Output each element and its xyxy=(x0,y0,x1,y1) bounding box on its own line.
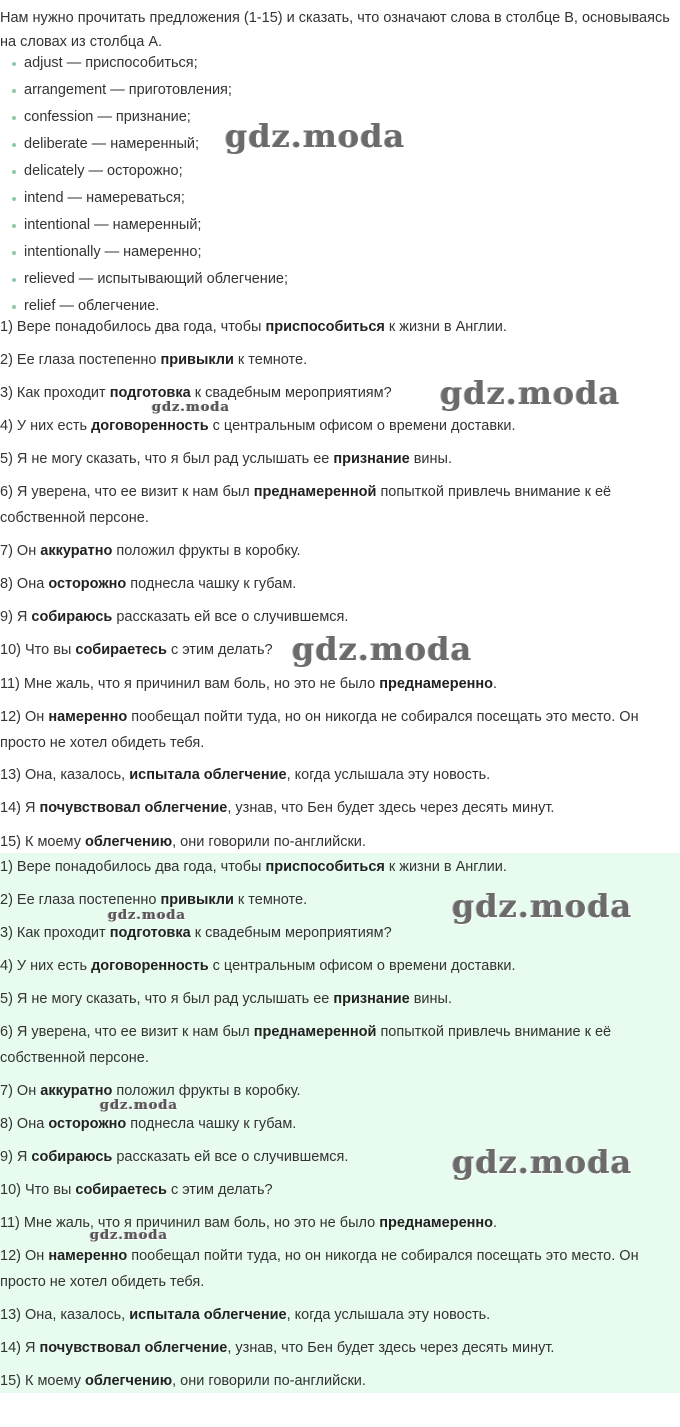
sentence: 9) Я собираюсь рассказать ей все о случившемся. xyxy=(0,609,349,625)
sentence: 15) К моему облегчению, они говорили по-английски. xyxy=(0,834,366,850)
vocab-item: arrangement — приготовления; xyxy=(0,77,288,104)
sentence: 3) Как проходит подготовка к свадебным мероприятиям? xyxy=(0,385,392,401)
sentence: 7) Он аккуратно положил фрукты в коробку. xyxy=(0,543,301,559)
vocab-item: confession — признание; xyxy=(0,104,288,131)
vocab-item: adjust — приспособиться; xyxy=(0,50,288,77)
watermark-logo: gdz.moda xyxy=(108,908,187,923)
answer-sentence: 4) У них есть договоренность с центральным офисом о времени доставки. xyxy=(0,958,516,974)
vocab-item: relief — облегчение. xyxy=(0,293,288,320)
sentence: 4) У них есть договоренность с центральным офисом о времени доставки. xyxy=(0,418,516,434)
answer-sentence: 12) Он намеренно пообещал пойти туда, но он никогда не собирался посещать это место. Он просто не хотел обидеть тебя. xyxy=(0,1248,639,1290)
vocab-item: intend — намереваться; xyxy=(0,185,288,212)
answer-sentence: 15) К моему облегчению, они говорили по-английски. xyxy=(0,1373,366,1389)
sentence: 11) Мне жаль, что я причинил вам боль, но это не было преднамеренно. xyxy=(0,676,498,692)
sentence: 5) Я не могу сказать, что я был рад услышать ее признание вины. xyxy=(0,451,452,467)
vocab-item: intentionally — намеренно; xyxy=(0,239,288,266)
watermark-logo: gdz.moda xyxy=(100,1098,179,1113)
answer-sentence: 11) Мне жаль, что я причинил вам боль, но это не было преднамеренно. xyxy=(0,1215,498,1231)
sentence: 14) Я почувствовал облегчение, узнав, что Бен будет здесь через десять минут. xyxy=(0,800,555,816)
watermark-logo: gdz.moda xyxy=(152,400,231,415)
sentence: 2) Ее глаза постепенно привыкли к темноте. xyxy=(0,352,308,368)
watermark-logo: gdz.moda xyxy=(452,887,633,925)
vocab-item: intentional — намеренный; xyxy=(0,212,288,239)
sentence: 8) Она осторожно поднесла чашку к губам. xyxy=(0,576,297,592)
vocab-item: delicately — осторожно; xyxy=(0,158,288,185)
answer-sentence: 6) Я уверена, что ее визит к нам был преднамеренной попыткой привлечь внимание к её собственной персоне. xyxy=(0,1024,612,1066)
answer-sentence: 9) Я собираюсь рассказать ей все о случившемся. xyxy=(0,1149,349,1165)
answer-sentence: 2) Ее глаза постепенно привыкли к темноте. xyxy=(0,892,308,908)
vocab-item: deliberate — намеренный; xyxy=(0,131,288,158)
vocab-item: relieved — испытывающий облегчение; xyxy=(0,266,288,293)
answer-sentence: 8) Она осторожно поднесла чашку к губам. xyxy=(0,1116,297,1132)
sentence: 1) Вере понадобилось два года, чтобы приспособиться к жизни в Англии. xyxy=(0,319,507,335)
answer-sentence: 7) Он аккуратно положил фрукты в коробку. xyxy=(0,1083,301,1099)
vocabulary-list xyxy=(0,50,288,320)
answer-sentence: 14) Я почувствовал облегчение, узнав, что Бен будет здесь через десять минут. xyxy=(0,1340,555,1356)
watermark-logo: gdz.moda xyxy=(452,1143,633,1181)
watermark-logo: gdz.moda xyxy=(440,374,621,412)
watermark-logo: gdz.moda xyxy=(225,117,406,155)
answer-sentence: 13) Она, казалось, испытала облегчение, когда услышала эту новость. xyxy=(0,1307,491,1323)
answer-sentence: 3) Как проходит подготовка к свадебным мероприятиям? xyxy=(0,925,392,941)
answer-sentence: 10) Что вы собираетесь с этим делать? xyxy=(0,1182,273,1198)
intro-text: Нам нужно прочитать предложения (1-15) и сказать, что означают слова в столбце В, основываясь на словах из столбца А. xyxy=(0,10,670,50)
answer-sentence: 5) Я не могу сказать, что я был рад услышать ее признание вины. xyxy=(0,991,452,1007)
sentence: 13) Она, казалось, испытала облегчение, когда услышала эту новость. xyxy=(0,767,491,783)
watermark-logo: gdz.moda xyxy=(292,630,473,668)
watermark-logo: gdz.moda xyxy=(90,1228,169,1243)
sentence: 10) Что вы собираетесь с этим делать? xyxy=(0,642,273,658)
answer-sentence: 1) Вере понадобилось два года, чтобы приспособиться к жизни в Англии. xyxy=(0,859,507,875)
sentence: 6) Я уверена, что ее визит к нам был преднамеренной попыткой привлечь внимание к её собственной персоне. xyxy=(0,484,612,526)
sentence: 12) Он намеренно пообещал пойти туда, но он никогда не собирался посещать это место. Он просто не хотел обидеть тебя. xyxy=(0,709,639,751)
